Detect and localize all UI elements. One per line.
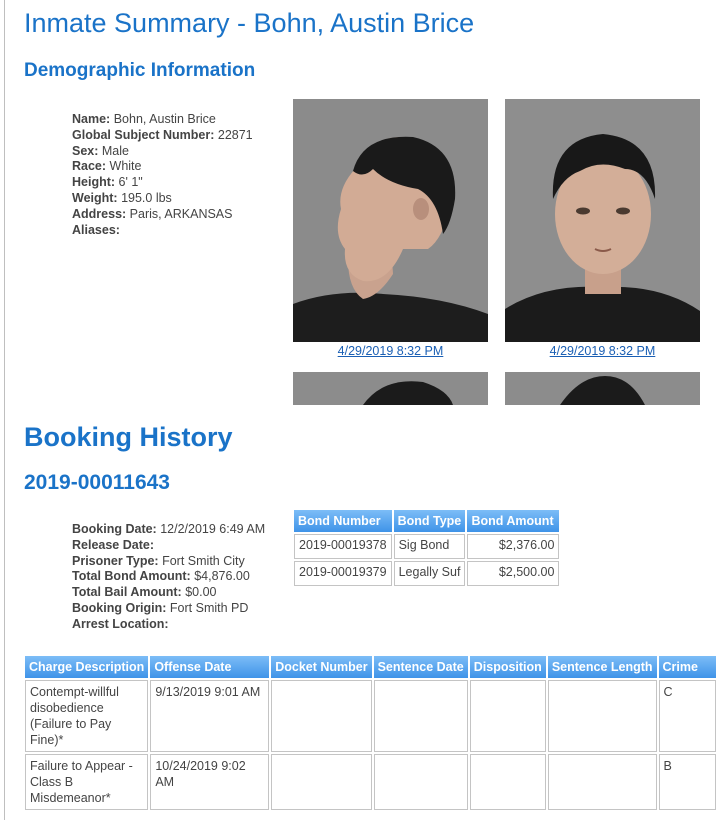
bond-col-type: Bond Type [394,510,466,532]
bond-col-number: Bond Number [294,510,392,532]
charges-table [23,654,718,812]
photo-caption-front[interactable]: 4/29/2019 8:32 PM [549,344,656,358]
field-height: Height: 6' 1" [72,175,143,190]
charges-col-sentence-date: Sentence Date [374,656,468,678]
bond-col-amount: Bond Amount [467,510,559,532]
charges-col-docket-number: Docket Number [271,656,371,678]
field-weight: Weight: 195.0 lbs [72,190,172,205]
charges-col-crime: Crime [659,656,716,678]
disposition-cell [470,754,546,810]
sentence-length-cell [548,680,657,752]
field-total-bail-amount: Total Bail Amount: $0.00 [72,585,217,600]
bond-number-cell: 2019-00019379 [294,561,392,586]
crime-class-cell: B [659,754,716,810]
field-release-date: Release Date: [72,537,154,552]
bond-number-cell: 2019-00019378 [294,534,392,559]
field-booking-origin: Booking Origin: Fort Smith PD [72,600,249,615]
offense-date-cell: 9/13/2019 9:01 AM [150,680,269,752]
sentence-length-cell [548,754,657,810]
crime-class-cell: C [659,680,716,752]
charges-col-sentence-length: Sentence Length [548,656,657,678]
bond-type-cell: Legally Suf [394,561,466,586]
docket-number-cell [271,680,371,752]
booking-number-heading: 2019-00011643 [24,471,170,494]
docket-number-cell [271,754,371,810]
field-global-subject-number: Global Subject Number: 22871 [72,127,253,142]
field-race: Race: White [72,159,142,174]
charge-description-cell: Contempt-willful disobedience (Failure to Pay Fine)* [25,680,148,752]
bond-amount-cell: $2,500.00 [467,561,559,586]
bond-amount-cell: $2,376.00 [467,534,559,559]
sentence-date-cell [374,680,468,752]
photo-caption-profile[interactable]: 4/29/2019 8:32 PM [337,344,444,358]
field-address: Address: Paris, ARKANSAS [72,206,233,221]
field-total-bond-amount: Total Bond Amount: $4,876.00 [72,569,250,584]
booking-history-heading: Booking History [24,422,233,452]
field-arrest-location: Arrest Location: [72,616,169,631]
offense-date-cell: 10/24/2019 9:02 AM [150,754,269,810]
demographic-heading: Demographic Information [24,60,256,81]
bond-type-cell: Sig Bond [394,534,466,559]
charge-description-cell: Failure to Appear - Class B Misdemeanor* [25,754,148,810]
disposition-cell [470,680,546,752]
field-name: Name: Bohn, Austin Brice [72,112,216,126]
field-aliases: Aliases: [72,222,120,237]
field-prisoner-type: Prisoner Type: Fort Smith City [72,553,245,568]
charges-col-description: Charge Description [25,656,148,678]
charges-col-offense-date: Offense Date [150,656,269,678]
table-row [25,754,716,810]
sentence-date-cell [374,754,468,810]
page-title: Inmate Summary - Bohn, Austin Brice [24,8,475,38]
field-sex: Sex: Male [72,143,129,158]
table-row [25,680,716,752]
charges-header-row [25,656,716,678]
field-booking-date: Booking Date: 12/2/2019 6:49 AM [72,522,266,536]
charges-col-disposition: Disposition [470,656,546,678]
